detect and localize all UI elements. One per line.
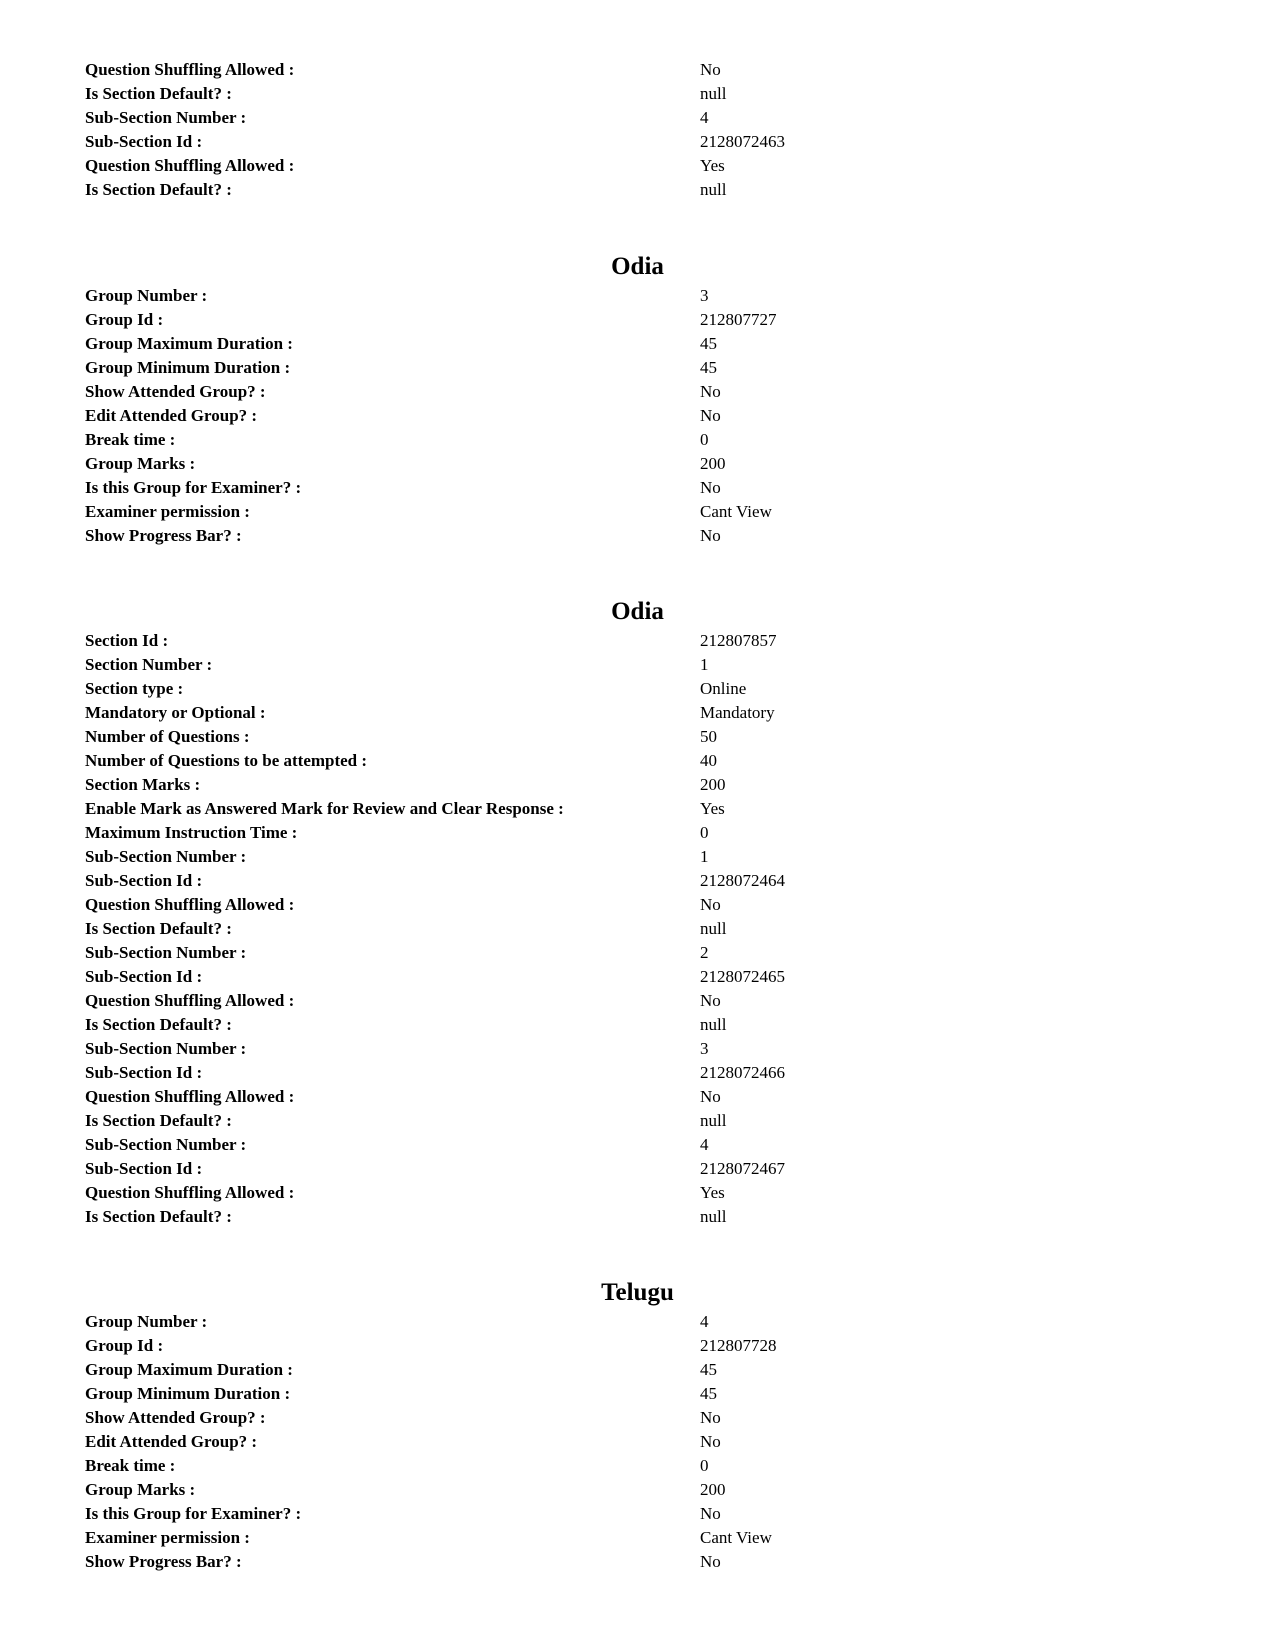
field-value: 45 xyxy=(700,1360,717,1379)
info-row xyxy=(0,1358,1275,1382)
field-value: 45 xyxy=(700,1384,717,1403)
info-row xyxy=(0,1550,1275,1574)
field-label: Question Shuffling Allowed : xyxy=(85,60,295,79)
field-value: No xyxy=(700,991,721,1010)
continuation-section xyxy=(0,58,1275,202)
info-row xyxy=(0,178,1275,202)
field-label: Show Progress Bar? : xyxy=(85,526,242,545)
field-label: Enable Mark as Answered Mark for Review and Clear Response : xyxy=(85,799,564,818)
info-row xyxy=(0,1382,1275,1406)
field-label: Question Shuffling Allowed : xyxy=(85,156,295,175)
field-value: 0 xyxy=(700,1456,709,1475)
field-value: 212807857 xyxy=(700,631,777,650)
field-value: 4 xyxy=(700,1135,709,1154)
field-label: Number of Questions : xyxy=(85,727,250,746)
field-value: No xyxy=(700,382,721,401)
field-value: No xyxy=(700,60,721,79)
field-value: 40 xyxy=(700,751,717,770)
field-value: No xyxy=(700,406,721,425)
field-label: Section Number : xyxy=(85,655,213,674)
info-row xyxy=(0,332,1275,356)
field-value: 200 xyxy=(700,1480,726,1499)
field-label: Group Maximum Duration : xyxy=(85,1360,293,1379)
field-value: null xyxy=(700,84,727,103)
field-label: Number of Questions to be attempted : xyxy=(85,751,368,770)
field-value: Cant View xyxy=(700,1528,772,1547)
info-row xyxy=(0,773,1275,797)
info-row xyxy=(0,1061,1275,1085)
field-label: Break time : xyxy=(85,1456,176,1475)
field-label: Sub-Section Number : xyxy=(85,108,247,127)
section-heading-telugu-group: Telugu xyxy=(601,1279,674,1306)
field-value: 2128072467 xyxy=(700,1159,785,1178)
info-row xyxy=(0,941,1275,965)
field-value: 3 xyxy=(700,286,709,305)
field-value: 2128072466 xyxy=(700,1063,785,1082)
info-row xyxy=(0,1526,1275,1550)
field-value: 1 xyxy=(700,655,709,674)
info-row xyxy=(0,58,1275,82)
field-label: Is Section Default? : xyxy=(85,1207,232,1226)
field-value: No xyxy=(700,1408,721,1427)
field-value: 2128072464 xyxy=(700,871,785,890)
field-value: No xyxy=(700,526,721,545)
field-label: Group Minimum Duration : xyxy=(85,358,291,377)
info-row xyxy=(0,1310,1275,1334)
field-label: Question Shuffling Allowed : xyxy=(85,895,295,914)
field-label: Is Section Default? : xyxy=(85,1111,232,1130)
field-label: Group Marks : xyxy=(85,1480,196,1499)
field-label: Group Maximum Duration : xyxy=(85,334,293,353)
field-label: Edit Attended Group? : xyxy=(85,1432,258,1451)
field-label: Sub-Section Id : xyxy=(85,967,203,986)
info-row xyxy=(0,500,1275,524)
info-row xyxy=(0,154,1275,178)
info-row xyxy=(0,821,1275,845)
field-label: Sub-Section Number : xyxy=(85,1039,247,1058)
info-row xyxy=(0,1478,1275,1502)
field-label: Is Section Default? : xyxy=(85,180,232,199)
field-label: Sub-Section Number : xyxy=(85,943,247,962)
info-row xyxy=(0,1157,1275,1181)
field-label: Group Number : xyxy=(85,1312,208,1331)
field-label: Group Number : xyxy=(85,286,208,305)
field-label: Examiner permission : xyxy=(85,1528,250,1547)
info-row xyxy=(0,989,1275,1013)
field-value: 4 xyxy=(700,108,709,127)
info-row xyxy=(0,653,1275,677)
info-row xyxy=(0,725,1275,749)
info-row xyxy=(0,452,1275,476)
field-value: 2 xyxy=(700,943,709,962)
info-row xyxy=(0,1013,1275,1037)
info-row xyxy=(0,1334,1275,1358)
info-row xyxy=(0,869,1275,893)
field-value: 50 xyxy=(700,727,717,746)
field-label: Is Section Default? : xyxy=(85,919,232,938)
field-label: Section type : xyxy=(85,679,184,698)
info-row xyxy=(0,1085,1275,1109)
field-value: null xyxy=(700,1015,727,1034)
field-value: Yes xyxy=(700,1183,725,1202)
field-value: No xyxy=(700,1504,721,1523)
field-value: Yes xyxy=(700,799,725,818)
field-value: null xyxy=(700,1207,727,1226)
field-value: 45 xyxy=(700,358,717,377)
info-row xyxy=(0,308,1275,332)
field-label: Is Section Default? : xyxy=(85,1015,232,1034)
info-row xyxy=(0,428,1275,452)
field-value: Cant View xyxy=(700,502,772,521)
field-label: Sub-Section Number : xyxy=(85,1135,247,1154)
info-row xyxy=(0,917,1275,941)
field-value: No xyxy=(700,895,721,914)
info-row xyxy=(0,524,1275,548)
field-value: 0 xyxy=(700,823,709,842)
field-label: Sub-Section Id : xyxy=(85,871,203,890)
field-label: Mandatory or Optional : xyxy=(85,703,266,722)
field-label: Is this Group for Examiner? : xyxy=(85,478,302,497)
info-row xyxy=(0,677,1275,701)
info-row xyxy=(0,130,1275,154)
field-label: Section Id : xyxy=(85,631,169,650)
info-row xyxy=(0,893,1275,917)
field-value: null xyxy=(700,180,727,199)
field-value: No xyxy=(700,1432,721,1451)
field-label: Group Minimum Duration : xyxy=(85,1384,291,1403)
field-label: Show Progress Bar? : xyxy=(85,1552,242,1571)
field-value: null xyxy=(700,919,727,938)
info-row xyxy=(0,749,1275,773)
info-row xyxy=(0,1454,1275,1478)
field-label: Sub-Section Id : xyxy=(85,1063,203,1082)
field-label: Sub-Section Id : xyxy=(85,132,203,151)
info-row xyxy=(0,106,1275,130)
field-value: Online xyxy=(700,679,747,698)
field-label: Examiner permission : xyxy=(85,502,250,521)
field-value: 212807727 xyxy=(700,310,777,329)
odia-section-details xyxy=(0,629,1275,1229)
info-row xyxy=(0,797,1275,821)
field-value: 200 xyxy=(700,454,726,473)
field-label: Section Marks : xyxy=(85,775,201,794)
field-label: Group Marks : xyxy=(85,454,196,473)
field-value: 200 xyxy=(700,775,726,794)
field-value: 212807728 xyxy=(700,1336,777,1355)
field-label: Question Shuffling Allowed : xyxy=(85,991,295,1010)
field-value: 2128072465 xyxy=(700,967,785,986)
info-row xyxy=(0,1406,1275,1430)
info-row xyxy=(0,356,1275,380)
field-value: 1 xyxy=(700,847,709,866)
field-label: Question Shuffling Allowed : xyxy=(85,1087,295,1106)
field-label: Break time : xyxy=(85,430,176,449)
info-row xyxy=(0,1181,1275,1205)
field-label: Is Section Default? : xyxy=(85,84,232,103)
field-label: Group Id : xyxy=(85,1336,164,1355)
info-row xyxy=(0,404,1275,428)
field-value: Yes xyxy=(700,156,725,175)
telugu-group-section xyxy=(0,1310,1275,1574)
info-row xyxy=(0,1205,1275,1229)
field-label: Show Attended Group? : xyxy=(85,382,266,401)
field-label: Edit Attended Group? : xyxy=(85,406,258,425)
section-heading-odia-section: Odia xyxy=(611,598,664,625)
field-value: No xyxy=(700,478,721,497)
info-row xyxy=(0,380,1275,404)
info-row xyxy=(0,1037,1275,1061)
field-value: 45 xyxy=(700,334,717,353)
odia-group-section xyxy=(0,284,1275,548)
field-value: 3 xyxy=(700,1039,709,1058)
info-row xyxy=(0,845,1275,869)
field-value: 4 xyxy=(700,1312,709,1331)
field-label: Sub-Section Id : xyxy=(85,1159,203,1178)
info-row xyxy=(0,701,1275,725)
field-value: null xyxy=(700,1111,727,1130)
info-row xyxy=(0,1109,1275,1133)
field-value: 2128072463 xyxy=(700,132,785,151)
info-row xyxy=(0,1502,1275,1526)
field-label: Maximum Instruction Time : xyxy=(85,823,298,842)
field-label: Question Shuffling Allowed : xyxy=(85,1183,295,1202)
info-row xyxy=(0,965,1275,989)
field-label: Group Id : xyxy=(85,310,164,329)
info-row xyxy=(0,82,1275,106)
info-row xyxy=(0,629,1275,653)
info-row xyxy=(0,476,1275,500)
field-value: 0 xyxy=(700,430,709,449)
field-value: No xyxy=(700,1552,721,1571)
section-heading-odia-group: Odia xyxy=(611,253,664,280)
info-row xyxy=(0,284,1275,308)
info-row xyxy=(0,1430,1275,1454)
field-value: No xyxy=(700,1087,721,1106)
field-label: Is this Group for Examiner? : xyxy=(85,1504,302,1523)
field-value: Mandatory xyxy=(700,703,775,722)
info-row xyxy=(0,1133,1275,1157)
field-label: Sub-Section Number : xyxy=(85,847,247,866)
field-label: Show Attended Group? : xyxy=(85,1408,266,1427)
